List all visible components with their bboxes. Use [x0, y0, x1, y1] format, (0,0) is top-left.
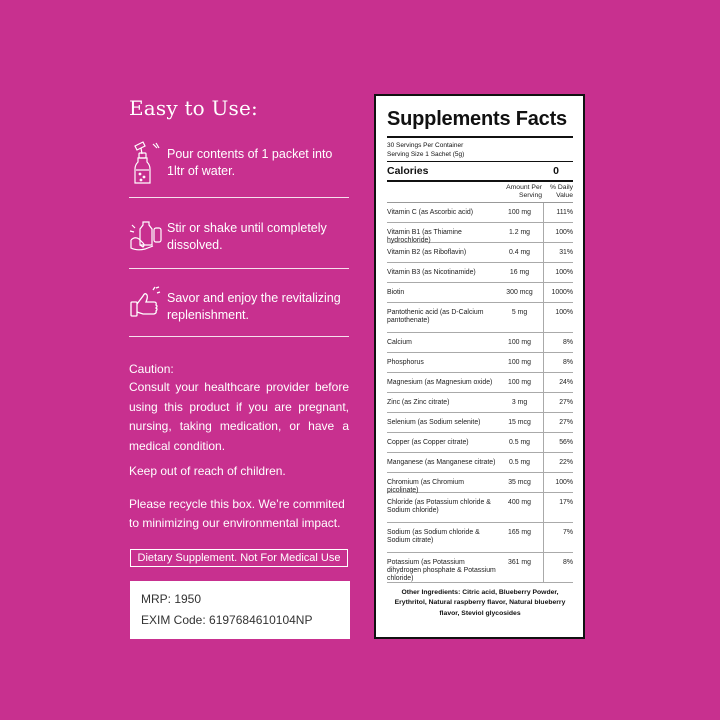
caution-heading: Caution:	[129, 362, 174, 376]
mrp-text: MRP: 1950	[141, 592, 202, 606]
nutrient-amount: 5 mg	[496, 303, 544, 332]
nutrient-dv: 17%	[559, 498, 573, 506]
thick-rule	[387, 136, 573, 138]
dietary-supplement-label: Dietary Supplement. Not For Medical Use	[130, 549, 348, 567]
nutrient-name: Biotin	[387, 288, 405, 296]
table-row	[387, 283, 573, 303]
step-enjoy-text: Savor and enjoy the revitalizing replenishment.	[167, 291, 341, 322]
table-row	[387, 333, 573, 353]
servings-per-container: 30 Servings Per Container	[387, 142, 464, 149]
nutrient-name: Vitamin C (as Ascorbic acid)	[387, 208, 474, 216]
recycle-text: Please recycle this box. We’re commited to minimizing our environmental impact.	[129, 497, 345, 530]
divider	[129, 268, 349, 269]
table-row	[387, 303, 573, 333]
nutrient-name: Potassium (as Potassium dihydrogen phosphate & Potassium chloride)	[387, 558, 496, 582]
step-enjoy	[129, 284, 349, 330]
step-shake	[129, 214, 349, 260]
nutrient-name: Zinc (as Zinc citrate)	[387, 398, 450, 406]
nutrient-dv: 8%	[563, 358, 573, 366]
hand-shake-bottle-icon	[129, 214, 165, 260]
table-row	[387, 433, 573, 453]
nutrient-dv: 24%	[559, 378, 573, 386]
table-row	[387, 473, 573, 493]
nutrient-dv: 22%	[559, 458, 573, 466]
nutrient-name: Calcium	[387, 338, 412, 346]
calories-label: Calories	[387, 165, 429, 177]
table-row	[387, 263, 573, 283]
nutrient-dv: 27%	[559, 398, 573, 406]
table-row	[387, 413, 573, 433]
facts-title: Supplements Facts	[387, 108, 567, 130]
nutrient-amount: 0.4 mg	[496, 243, 544, 262]
nutrient-dv: 31%	[559, 248, 573, 256]
nutrient-name: Pantothenic acid (as D-Calcium pantothenate)	[387, 308, 484, 324]
nutrient-name: Manganese (as Manganese citrate)	[387, 458, 496, 466]
divider	[129, 336, 349, 337]
nutrient-name: Magnesium (as Magnesium oxide)	[387, 378, 493, 386]
keep-out-text: Keep out of reach of children.	[129, 464, 286, 478]
mid-rule	[387, 180, 573, 182]
bottle-pour-icon	[129, 140, 165, 186]
exim-code-text: EXIM Code: 6197684610104NP	[141, 613, 313, 627]
nutrient-name: Vitamin B3 (as Nicotinamide)	[387, 268, 476, 276]
nutrient-amount: 100 mg	[496, 353, 544, 372]
table-row	[387, 393, 573, 413]
nutrient-amount: 0.5 mg	[496, 453, 544, 472]
step-pour	[129, 140, 349, 186]
nutrient-name: Phosphorus	[387, 358, 424, 366]
nutrient-name: Vitamin B1 (as Thiamine hydrochloride)	[387, 228, 462, 244]
table-row	[387, 373, 573, 393]
nutrient-amount: 100 mg	[496, 333, 544, 352]
amount-per-serving-header: Amount Per Serving	[506, 183, 542, 199]
nutrient-dv: 7%	[563, 528, 573, 536]
thumbs-up-icon	[129, 284, 165, 330]
nutrient-dv: 111%	[556, 208, 573, 216]
nutrient-amount: 361 mg	[496, 553, 544, 582]
caution-text: Consult your healthcare provider before using this product if you are pregnant, nursing, taking medication, or have a medical condition.	[129, 380, 349, 453]
nutrient-dv: 8%	[563, 338, 573, 346]
price-box	[130, 581, 350, 639]
nutrient-dv: 100%	[555, 228, 573, 236]
nutrient-dv: 56%	[559, 438, 573, 446]
table-row	[387, 353, 573, 373]
facts-header-row	[387, 184, 573, 203]
nutrient-amount: 100 mg	[496, 373, 544, 392]
nutrient-name: Vitamin B2 (as Riboflavin)	[387, 248, 467, 256]
nutrient-name: Sodium (as Sodium chloride & Sodium citrate)	[387, 528, 480, 544]
nutrient-dv: 27%	[559, 418, 573, 426]
nutrient-dv: 100%	[555, 478, 573, 486]
nutrient-dv: 1000%	[551, 288, 573, 296]
nutrient-amount: 15 mcg	[496, 413, 544, 432]
thin-rule	[387, 161, 573, 162]
nutrient-amount: 1.2 mg	[496, 223, 544, 242]
nutrient-amount: 300 mcg	[496, 283, 544, 302]
easy-to-use-title: Easy to Use:	[129, 96, 258, 120]
serving-size: Serving Size 1 Sachet (5g)	[387, 151, 465, 158]
table-row	[387, 453, 573, 473]
nutrient-amount: 165 mg	[496, 523, 544, 552]
table-row	[387, 203, 573, 223]
table-row	[387, 523, 573, 553]
divider	[129, 197, 349, 198]
nutrient-dv: 100%	[555, 268, 573, 276]
other-ingredients: Other Ingredients: Citric acid, Blueberry Powder, Erythritol, Natural raspberry flavor, Natural blueberry flavor, Steviol glycosides	[394, 588, 566, 617]
nutrient-amount: 100 mg	[496, 203, 544, 222]
nutrient-name: Chromium (as Chromium picolinate)	[387, 478, 464, 494]
calories-value: 0	[553, 165, 559, 177]
nutrient-name: Copper (as Copper citrate)	[387, 438, 469, 446]
step-shake-text: Stir or shake until completely dissolved.	[167, 221, 327, 252]
table-row	[387, 553, 573, 583]
nutrient-amount: 35 mcg	[496, 473, 544, 492]
nutrient-name: Selenium (as Sodium selenite)	[387, 418, 481, 426]
nutrient-table	[387, 203, 573, 583]
supplement-facts-panel	[374, 94, 585, 639]
daily-value-header: % Daily Value	[549, 183, 573, 199]
table-row	[387, 223, 573, 243]
nutrient-dv: 100%	[555, 308, 573, 316]
nutrient-amount: 400 mg	[496, 493, 544, 522]
nutrient-name: Chloride (as Potassium chloride & Sodium chloride)	[387, 498, 491, 514]
nutrient-dv: 8%	[563, 558, 573, 566]
nutrient-amount: 0.5 mg	[496, 433, 544, 452]
table-row	[387, 493, 573, 523]
usage-column	[129, 96, 349, 627]
nutrient-amount: 3 mg	[496, 393, 544, 412]
calories-row	[387, 165, 573, 177]
step-pour-text: Pour contents of 1 packet into 1ltr of water.	[167, 147, 333, 178]
nutrient-amount: 16 mg	[496, 263, 544, 282]
table-row	[387, 243, 573, 263]
